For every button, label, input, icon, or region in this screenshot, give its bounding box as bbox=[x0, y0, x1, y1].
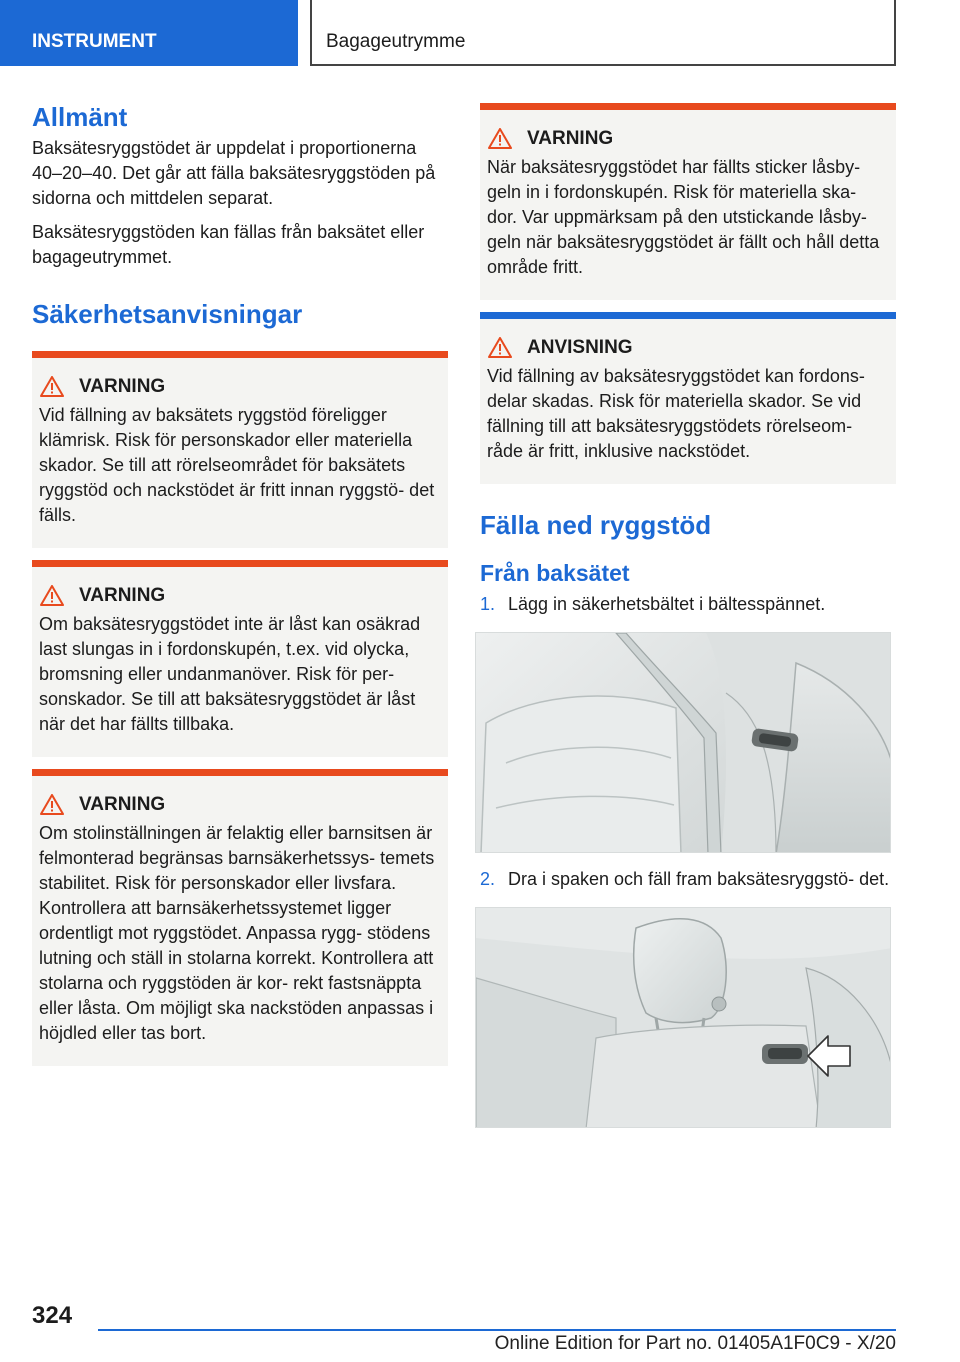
right-column bbox=[480, 103, 896, 1128]
warning-bar bbox=[480, 103, 896, 110]
warning-title: VARNING bbox=[527, 128, 614, 149]
notice-text: Vid fällning av baksätesryggstödet kan fordons- delar skadas. Risk för materiella skador. Se vid fällning till att baksätesryggstödets rörelseom- råde är fritt, inklusive nackstödet. bbox=[487, 366, 865, 461]
from-rear-heading: Från baksätet bbox=[480, 560, 630, 586]
step-number: 2. bbox=[480, 869, 496, 889]
seat-belt-illustration bbox=[475, 632, 891, 853]
warning-text: När baksätesryggstödet har fällts sticker låsby- geln in i fordonskupén. Risk för materiella ska- dor. Var uppmärksam på den utstickande låsby- geln när baksätesryggstödet är fällt och håll detta område fritt. bbox=[487, 157, 880, 277]
seat-lever-illustration bbox=[475, 907, 891, 1128]
step-text: Dra i spaken och fäll fram baksätesryggstö- det. bbox=[508, 869, 890, 889]
warning-text: Vid fällning av baksätets ryggstöd föreligger klämrisk. Risk för personskador eller materiella skador. Se till att rörelseområdet för baksätets ryggstöd och nackstödet är fritt innan ryggstö- det fälls. bbox=[39, 405, 435, 525]
general-heading: Allmänt bbox=[32, 102, 128, 132]
warning-title: VARNING bbox=[79, 585, 166, 606]
warning-box-4 bbox=[480, 103, 896, 300]
warning-box-3 bbox=[32, 769, 448, 1066]
warning-title: VARNING bbox=[79, 376, 166, 397]
warning-box-1 bbox=[32, 351, 448, 548]
notice-bar bbox=[480, 312, 896, 319]
safety-heading: Säkerhetsanvisningar bbox=[32, 299, 303, 329]
notice-box bbox=[480, 312, 896, 484]
step-2 bbox=[480, 867, 896, 892]
warning-text: Om stolinställningen är felaktig eller barnsitsen är felmonterad begränsas barnsäkerhetssys- temets stabilitet. Risk för personskador eller livsfara. Kontrollera att barnsäkerhetssystemet ligger ordentligt mot ryggstödet. Anpassa rygg- stödens lutning och ställ in stolarna korrekt. Kontrollera att stolarna och ryggstöden är kor- rekt fastsnäppta eller låsta. Om möjligt ska nackstöden anpassas i höjdled eller tas bort. bbox=[39, 823, 435, 1043]
notice-title: ANVISNING bbox=[527, 337, 633, 358]
warning-triangle-icon bbox=[40, 794, 64, 815]
warning-bar bbox=[32, 769, 448, 776]
step-number: 1. bbox=[480, 594, 496, 614]
warning-bar bbox=[32, 351, 448, 358]
general-paragraph-1: Baksätesryggstödet är uppdelat i proportionerna 40–20–40. Det går att fälla baksätesryggstöden på sidorna och mittdelen separat. bbox=[32, 138, 436, 208]
footer-edition: Online Edition for Part no. 01405A1F0C9 - X/20 bbox=[494, 1333, 896, 1354]
step-text: Lägg in säkerhetsbältet i bältesspännet. bbox=[508, 594, 826, 614]
left-column bbox=[32, 100, 448, 1066]
header-section-tab: INSTRUMENT bbox=[0, 0, 298, 66]
step-1 bbox=[480, 592, 896, 617]
warning-title: VARNING bbox=[79, 794, 166, 815]
fold-heading: Fälla ned ryggstöd bbox=[480, 510, 712, 540]
warning-triangle-icon bbox=[40, 585, 64, 606]
notice-triangle-icon bbox=[488, 337, 512, 358]
general-paragraph-2: Baksätesryggstöden kan fällas från baksätet eller bagageutrymmet. bbox=[32, 222, 425, 267]
warning-box-2 bbox=[32, 560, 448, 757]
warning-triangle-icon bbox=[40, 376, 64, 397]
header-chapter-title: Bagageutrymme bbox=[310, 0, 896, 66]
warning-triangle-icon bbox=[488, 128, 512, 149]
page-number: 324 bbox=[32, 1302, 73, 1329]
warning-text: Om baksätesryggstödet inte är låst kan osäkrad last slungas in i fordonskupén, t.ex. vid olycka, bromsning eller undanmanöver. Risk för per- sonskador. Se till att baksätesryggstödet är låst när det har fällts tillbaka. bbox=[39, 614, 421, 734]
warning-bar bbox=[32, 560, 448, 567]
